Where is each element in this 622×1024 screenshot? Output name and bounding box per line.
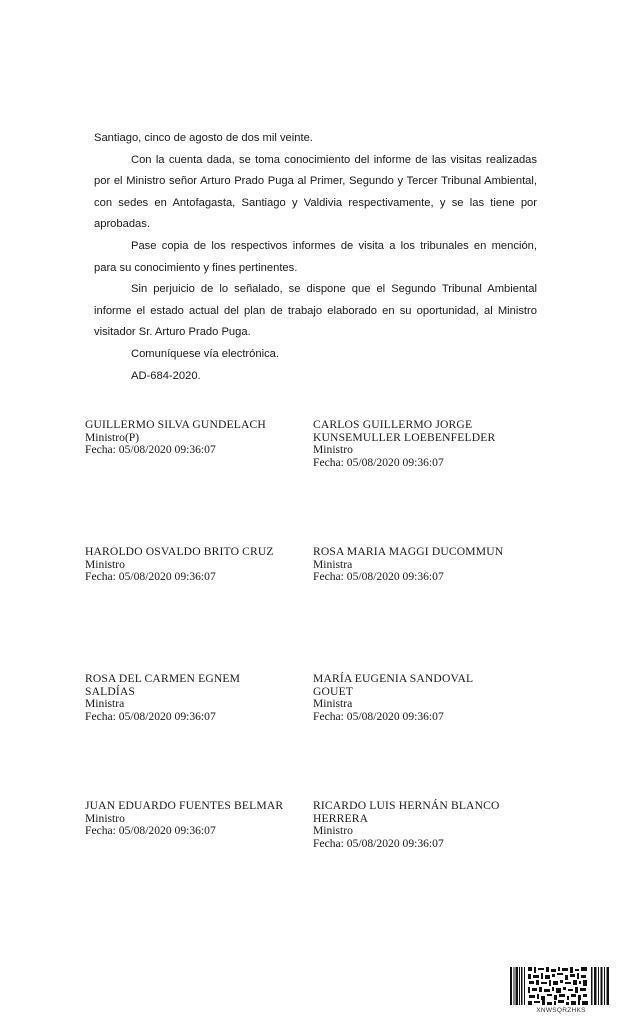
signature-block-6 xyxy=(313,673,528,723)
signature-block-8 xyxy=(313,800,528,850)
signer-name: ROSA MARIA MAGGI DUCOMMUN xyxy=(313,545,504,558)
signer-name-line-1: RICARDO LUIS HERNÁN BLANCO xyxy=(313,799,500,812)
signer-name-line-1: CARLOS GUILLERMO JORGE xyxy=(313,418,473,431)
signature-date: Fecha: 05/08/2020 09:36:07 xyxy=(313,455,444,469)
signer-role: Ministro xyxy=(85,811,125,825)
signer-name: JUAN EDUARDO FUENTES BELMAR xyxy=(85,799,284,812)
signature-date: Fecha: 05/08/2020 09:36:07 xyxy=(85,443,216,456)
signer-name-line-2: SALDÍAS xyxy=(85,684,136,698)
signer-role: Ministro xyxy=(313,824,353,837)
signature-date: Fecha: 05/08/2020 09:36:07 xyxy=(313,709,444,723)
signature-date: Fecha: 05/08/2020 09:36:07 xyxy=(313,570,444,583)
signer-name-line-1: MARÍA EUGENIA SANDOVAL xyxy=(313,672,474,685)
signer-name-line-1: ROSA DEL CARMEN EGNEM xyxy=(85,672,241,685)
signer-name-line-2: HERRERA xyxy=(313,811,369,825)
resolution-paragraph-3: Sin perjuicio de lo señalado, se dispone que el Segundo Tribunal Ambiental informe el estado actual del plan de trabajo elaborado en su oportunidad, al Ministro visitador Sr. Arturo Prado Puga. xyxy=(94,283,537,339)
signature-date: Fecha: 05/08/2020 09:36:07 xyxy=(85,570,216,583)
barcode-graphic xyxy=(510,967,612,1007)
signer-role: Ministra xyxy=(313,557,353,571)
signature-block-3 xyxy=(85,546,300,584)
signature-block-7 xyxy=(85,800,300,838)
signer-name: GUILLERMO SILVA GUNDELACH xyxy=(85,418,266,431)
resolution-opening: Santiago, cinco de agosto de dos mil veinte. xyxy=(94,132,313,144)
signer-role: Ministro xyxy=(85,557,125,571)
signer-name: HAROLDO OSVALDO BRITO CRUZ xyxy=(85,545,274,558)
verification-barcode xyxy=(510,967,612,1015)
signature-block-4 xyxy=(313,546,528,584)
signature-block-2 xyxy=(313,419,528,469)
signer-role: Ministro xyxy=(313,443,353,456)
signer-role: Ministro(P) xyxy=(85,430,140,444)
signature-date: Fecha: 05/08/2020 09:36:07 xyxy=(85,709,216,723)
signature-block-5 xyxy=(85,673,300,723)
verification-code: XNWSQRZHKS xyxy=(536,1007,586,1014)
resolution-body xyxy=(94,128,537,387)
signature-block-1 xyxy=(85,419,300,457)
signer-role: Ministra xyxy=(85,697,125,710)
resolution-paragraph-1: Con la cuenta dada, se toma conocimiento del informe de las visitas realizadas por el Ministro señor Arturo Prado Puga al Primer, Segundo y Tercer Tribunal Ambiental, con sedes en Antofagasta, Santiago y Valdivia respectivamente, y se las tiene por aprobadas. xyxy=(94,153,537,231)
signer-role: Ministra xyxy=(313,697,353,710)
resolution-paragraph-4: Comuníquese vía electrónica. xyxy=(131,347,280,360)
signature-date: Fecha: 05/08/2020 09:36:07 xyxy=(85,824,216,837)
signer-name-line-2: KUNSEMULLER LOEBENFELDER xyxy=(313,430,496,444)
signature-date: Fecha: 05/08/2020 09:36:07 xyxy=(313,836,444,850)
resolution-reference: AD-684-2020. xyxy=(131,369,201,382)
signer-name-line-2: GOUET xyxy=(313,684,354,698)
resolution-paragraph-2: Pase copia de los respectivos informes de visita a los tribunales en mención, para su conocimiento y fines pertinentes. xyxy=(94,239,537,274)
